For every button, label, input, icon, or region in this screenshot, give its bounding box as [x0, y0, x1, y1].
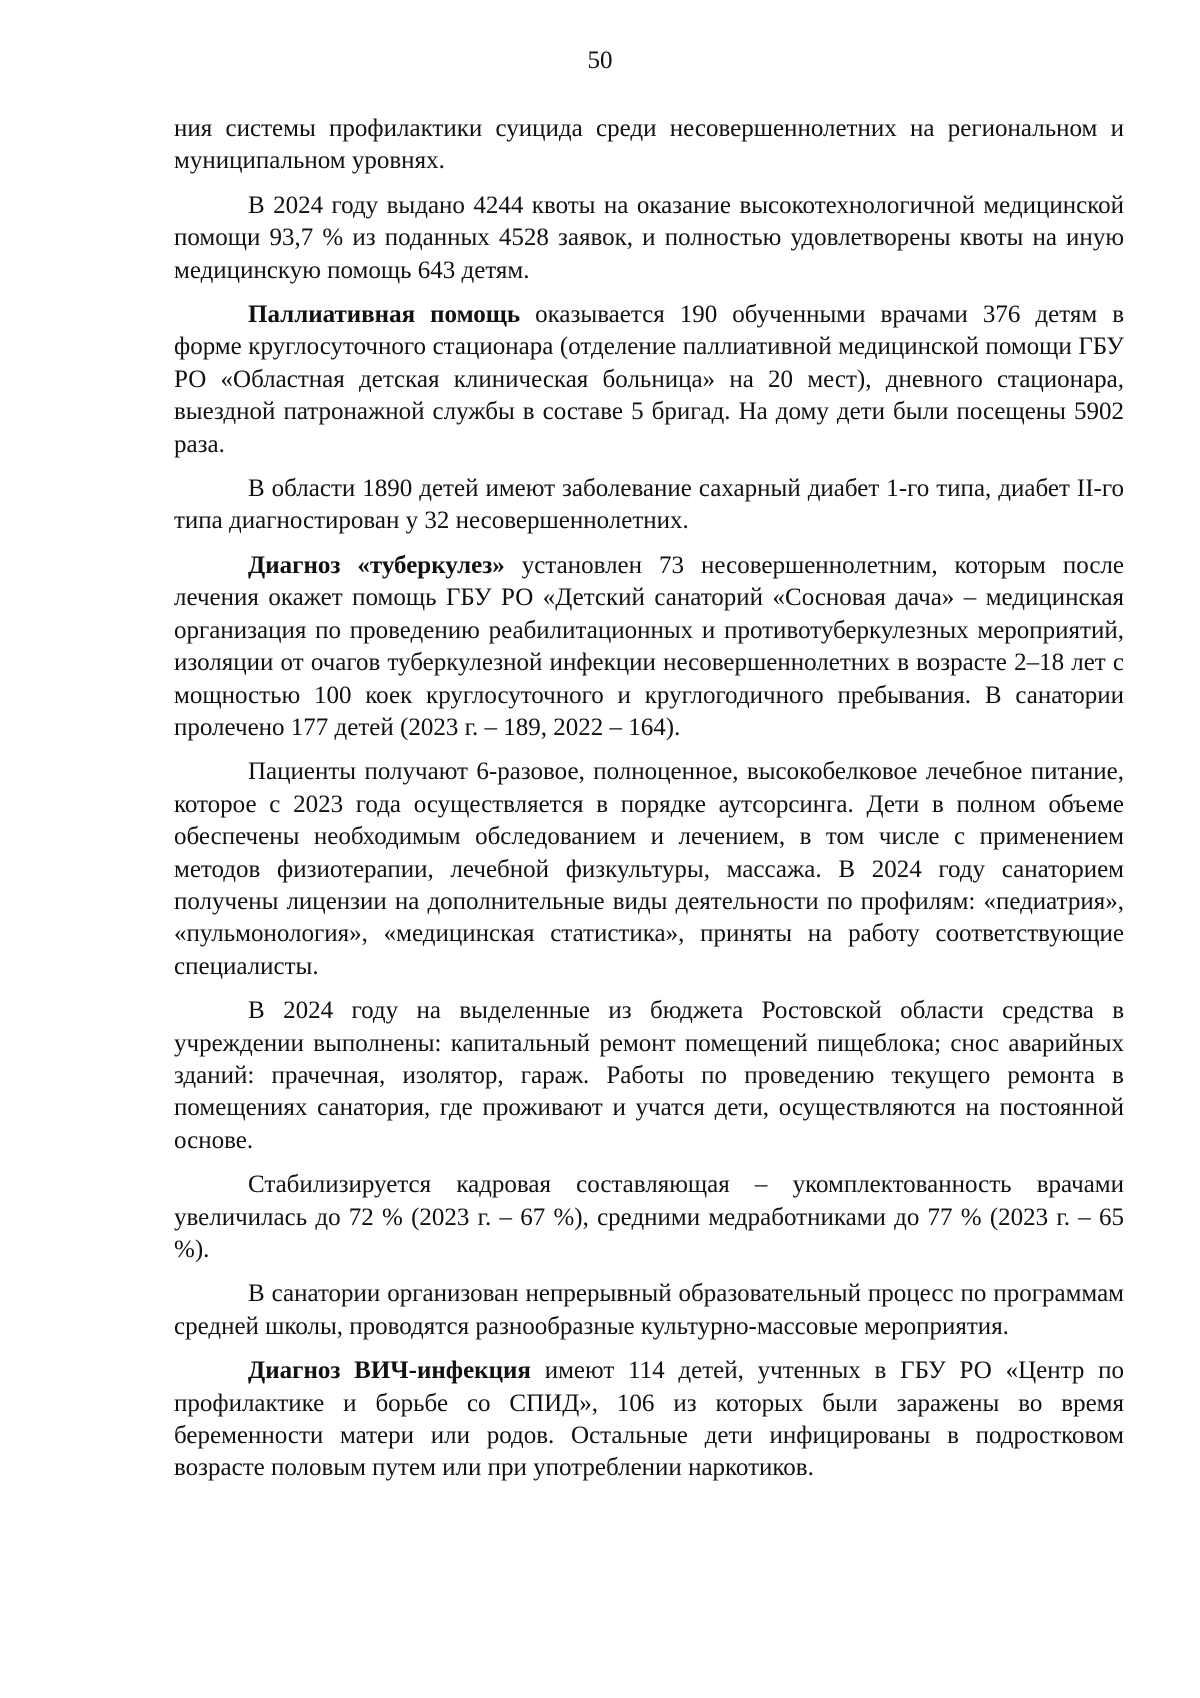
paragraph-text: Пациенты получают 6-разовое, полноценное, высокобелковое лечебное питание, которое с 2023 года осуществляется в порядке аутсорсинга. Дети в полном объеме обеспечены необходимым обследованием и лечением, в том числе с применением методов физиотерапии, лечебной физкультуры, массажа. В 2024 году санаторием получены лицензии на дополнительные виды деятельности по профилям: «педиатрия», «пульмонология», «медицинская статистика», приняты на работу соответствующие специалисты.: [174, 758, 1124, 980]
paragraph-heading: Диагноз «туберкулез»: [248, 551, 505, 579]
paragraph-text: В 2024 году на выделенные из бюджета Ростовской области средства в учреждении выполнены: капитальный ремонт помещений пищеблока; снос аварийных зданий: прачечная, изолятор, гараж. Работы по проведению текущего ремонта в помещениях санатория, где проживают и учатся дети, осуществляются на постоянной основе.: [174, 997, 1124, 1154]
paragraph-heading: Диагноз ВИЧ-инфекция: [248, 1357, 531, 1385]
paragraph-education: [174, 1278, 1124, 1343]
paragraph-palliative-care: [174, 299, 1124, 461]
paragraph-hiv: [174, 1355, 1124, 1485]
paragraph-hmp-quotas: [174, 190, 1124, 287]
paragraph-text: имеют 114 детей, учтенных в ГБУ РО «Центр по профилактике и борьбе со СПИД», 106 из которых были заражены во время беременности матери или родов. Остальные дети инфицированы в подростковом возрасте половым путем или при употреблении наркотиков.: [174, 1357, 1125, 1482]
paragraph-text: В 2024 году выдано 4244 квоты на оказание высокотехнологичной медицинской помощи 93,7 % из поданных 4528 заявок, и полностью удовлетворены квоты на иную медицинскую помощь 643 детям.: [174, 191, 1124, 284]
paragraph-heading: Паллиативная помощь: [248, 301, 521, 329]
document-body: [174, 113, 1124, 1497]
paragraph-tuberculosis: [174, 550, 1124, 744]
paragraph-continuation: [174, 113, 1124, 178]
page-number: 50: [587, 47, 613, 74]
paragraph-text: В санатории организован непрерывный образовательный процесс по программам средней школы, проводятся разнообразные культурно-массовые мероприятия.: [174, 1280, 1124, 1340]
paragraph-diabetes: [174, 473, 1124, 538]
paragraph-staffing: [174, 1169, 1124, 1266]
paragraph-text: Стабилизируется кадровая составляющая – укомплектованность врачами увеличилась до 72 % (2023 г. – 67 %), средними медработниками до 77 % (2023 г. – 65 %).: [174, 1171, 1124, 1263]
paragraph-text: В области 1890 детей имеют заболевание сахарный диабет 1-го типа, диабет II-го типа диагностирован у 32 несовершеннолетних.: [174, 475, 1124, 535]
paragraph-patients-nutrition: [174, 756, 1124, 983]
paragraph-budget-repairs: [174, 995, 1124, 1157]
paragraph-text: ния системы профилактики суицида среди несовершеннолетних на региональном и муниципальном уровнях.: [174, 115, 1124, 175]
paragraph-text: установлен 73 несовершеннолетним, которым после лечения окажет помощь ГБУ РО «Детский санаторий «Сосновая дача» – медицинская организация по проведению реабилитационных и противотуберкулезных мероприятий, изоляции от очагов туберкулезной инфекции несовершеннолетних в возрасте 2–18 лет с мощностью 100 коек круглосуточного и круглогодичного пребывания. В санатории пролечено 177 детей (2023 г. – 189, 2022 – 164).: [174, 551, 1124, 741]
paragraph-text: оказывается 190 обученными врачами 376 детям в форме круглосуточного стационара (отделение паллиативной медицинской помощи ГБУ РО «Областная детская клиническая больница» на 20 мест), дневного стационара, выездной патронажной службы в составе 5 бригад. На дому дети были посещены 5902 раза.: [174, 301, 1125, 458]
